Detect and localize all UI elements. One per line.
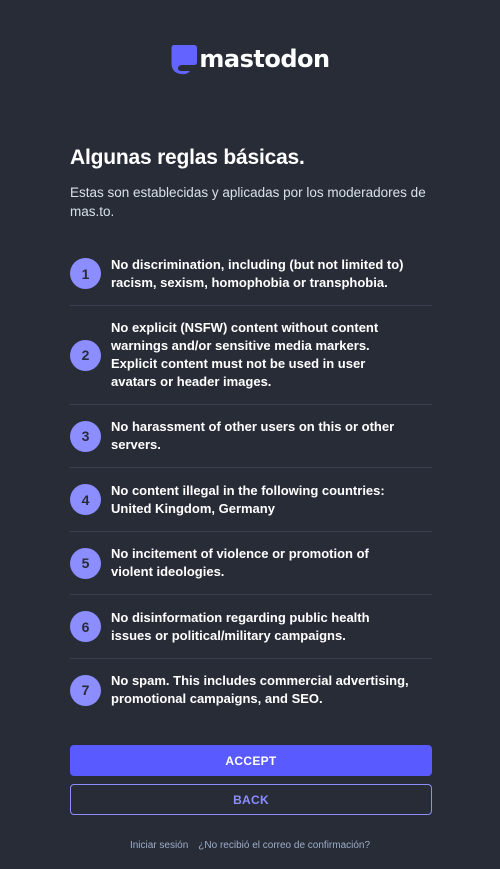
rule-number-badge: 6 (70, 611, 101, 642)
rule-text: No discrimination, including (but not limited to) racism, sexism, homophobia or transphobia. (111, 256, 404, 290)
rule-text: No harassment of other users on this or other servers. (111, 419, 395, 452)
accept-button[interactable]: ACCEPT (70, 745, 432, 776)
logo-wordmark: mastodon (199, 45, 330, 73)
rule-number-badge: 2 (70, 340, 101, 371)
mastodon-logo-icon (170, 42, 198, 76)
footer-links (0, 840, 500, 851)
rule-item (70, 468, 432, 532)
rule-number-badge: 5 (70, 548, 101, 579)
page-title: Algunas reglas básicas. (70, 146, 305, 169)
rule-text: No disinformation regarding public health issues or political/military campaigns. (111, 609, 370, 643)
rule-number-badge: 3 (70, 421, 101, 452)
rule-item (70, 306, 432, 405)
rule-number-badge: 1 (70, 258, 101, 289)
rule-text: No explicit (NSFW) content without content warnings and/or sensitive media markers. Explicit content must not be used in user avatars or header images. (111, 320, 379, 389)
rules-list (70, 242, 432, 721)
logo-container (0, 42, 500, 76)
rule-text: No spam. This includes commercial advertising, promotional campaigns, and SEO. (111, 673, 409, 706)
rule-text: No incitement of violence or promotion of violent ideologies. (111, 546, 369, 579)
rule-item (70, 532, 432, 595)
rule-number-badge: 4 (70, 484, 101, 515)
login-link[interactable]: Iniciar sesión (129, 840, 189, 851)
rule-item (70, 405, 432, 468)
rule-item (70, 595, 432, 659)
mastodon-logo[interactable] (170, 42, 329, 76)
rule-item (70, 242, 432, 306)
page-lead: Estas son establecidas y aplicadas por los moderadores de mas.to. (70, 185, 426, 219)
resend-confirmation-link[interactable]: ¿No recibió el correo de confirmación? (198, 840, 371, 851)
rule-item (70, 659, 432, 721)
rule-number-badge: 7 (70, 675, 101, 706)
rule-text: No content illegal in the following countries: United Kingdom, Germany (111, 482, 385, 516)
back-button[interactable]: BACK (70, 784, 432, 815)
